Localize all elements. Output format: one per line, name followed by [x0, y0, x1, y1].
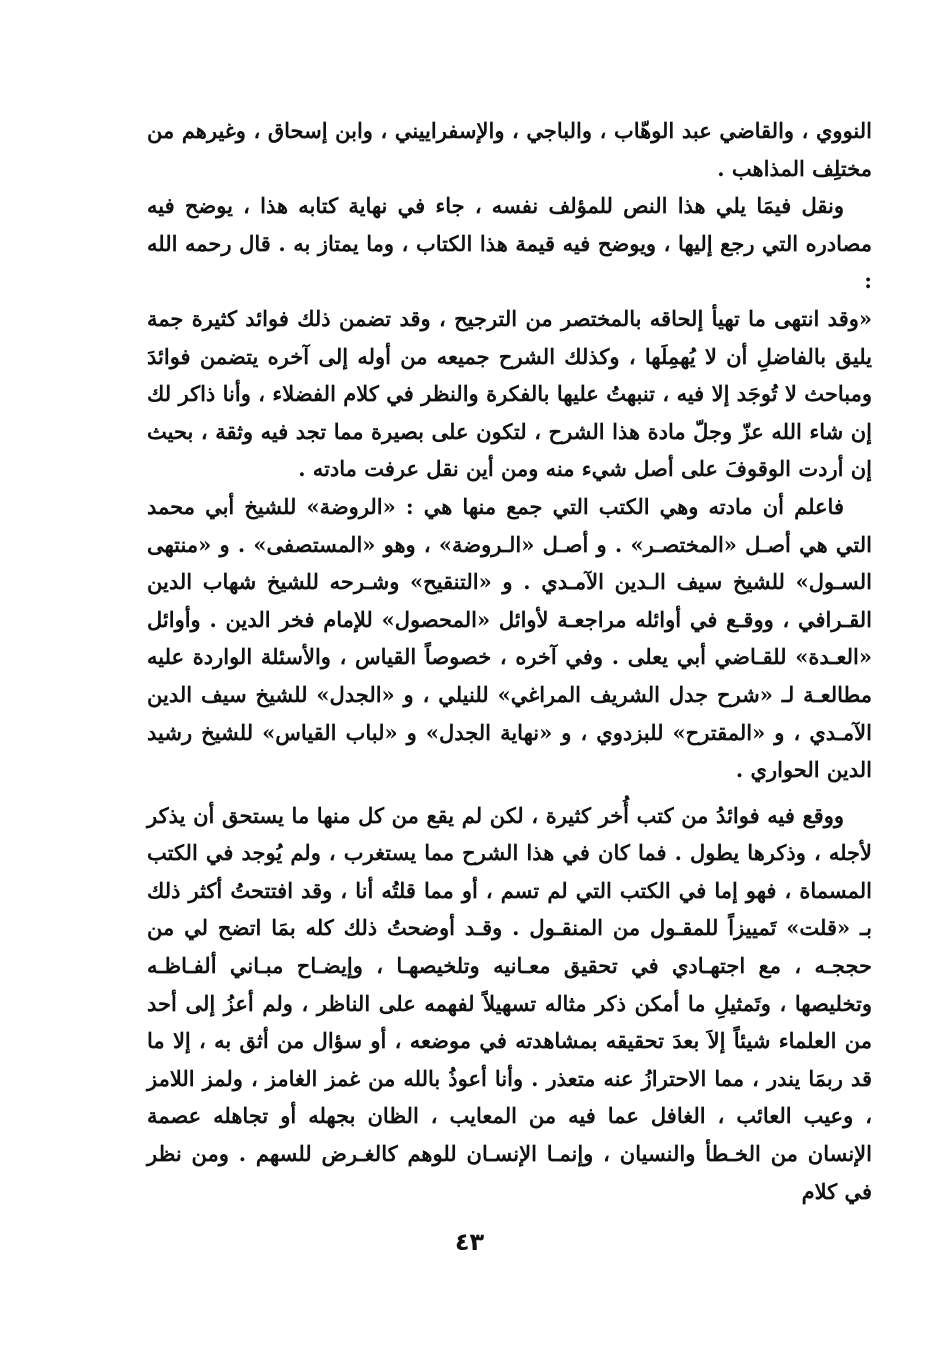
paragraph-4-sources: فاعلم أن مادته وهي الكتب التي جمع منها هي : «الروضة» للشيخ أبي محمد التي هي أصـل «المختصـر» . و أصـل «الـروضة» ، وهو «المستصفى» . و «منتهى السـول» للشيخ سيف الـدين الآمـدي . و «التنقيح» وشـرحه للشيخ شهاب الدين القـرافي ، ووقـع في أوائله مراجعـة لأوائل «المحصول» للإمام فخر الدين . وأوائل «العـدة» للقـاضي أبي يعلى . وفي آخره ، خصوصاً القياس ، والأسئلة الواردة عليه مطالعـة لـ «شرح جدل الشريف المراغي» للنيلي ، و «الجدل» للشيخ سيف الدين الآمـدي ، و «المقترح» للبزدوي ، و «نهاية الجدل» و «لباب القياس» للشيخ رشيد الدين الحواري .: [147, 493, 872, 783]
paragraph-3-quote-start: «وقد انتهى ما تهيأ إلحاقه بالمختصر من الترجيح ، وقد تضمن ذلك فوائد كثيرة جمة يليق بالفاضلِ أن لا يُهمِلَها ، وكذلك الشرح جميعه من أوله إلى آخره يتضمن فوائدَ ومباحث لا تُوجَد إلا فيه ، تنبهتُ عليها بالفكرة والنظر في كلام الفضلاء ، وأنا ذاكر لك إن شاء الله عزّ وجلّ مادة هذا الشرح ، لتكون على بصيرة مما تجد فيه وثقة ، بحيث إن أردت الوقوفَ على أصل شيء منه ومن أين نقل عرفت مادته .: [147, 305, 872, 482]
page-number: ٤٣: [454, 1228, 485, 1256]
paragraph-2: ونقل فيمَا يلي هذا النص للمؤلف نفسه ، جاء في نهاية كتابه هذا ، يوضح فيه مصادره التي رجع إليها ، ويوضح فيه قيمة هذا الكتاب ، وما يمتاز به . قال رحمه الله :: [147, 193, 872, 294]
body-text: [147, 112, 872, 1210]
paragraph-1: النووي ، والقاضي عبد الوهّاب ، والباجي ، والإسفراييني ، وابن إسحاق ، وغيرهم من مختلِف المذاهب .: [147, 118, 872, 181]
paragraph-5-benefits: ووقع فيه فوائدُ من كتب أُخر كثيرة ، لكن لم يقع من كل منها ما يستحق أن يذكر لأجله ، وذكرها يطول . فما كان في هذا الشرح مما يستغرب ، ولم يُوجد في الكتب المسماة ، فهو إما في الكتب التي لم تسم ، أو مما قلتُه أنا ، وقد افتتحتُ أكثر ذلك بـ «قلت» تَمييزاً للمقـول من المنقـول . وقـد أوضحتُ ذلك كله بمَا اتضح لي من حججـه ، مع اجتهـادي في تحقيق معـانيه وتلخيصهـا ، وإيضـاح مبـاني ألفـاظـه وتخليصها ، وتَمثيلِ ما أمكن ذكر مثاله تسهيلاً لفهمه على الناظر ، ولم أعزُ إلى أحد من العلماء شيئاً إلاَ بعدَ تحقيقه بمشاهدته في موضعه ، أو سؤال من أثق به ، إلا ما قد ربمَا يندر ، مما الاحترازُ عنه متعذر . وأنا أعوذُ بالله من غمز الغامز ، ولمز اللامز ، وعيب العائب ، الغافل عما فيه من المعايب ، الظان بجهله أو تجاهله عصمة الإنسان من الخـطأ والنسيان ، وإنمـا الإنسـان للوهم كالغـرض للسهم . ومن نظر في كلام: [147, 802, 872, 1204]
